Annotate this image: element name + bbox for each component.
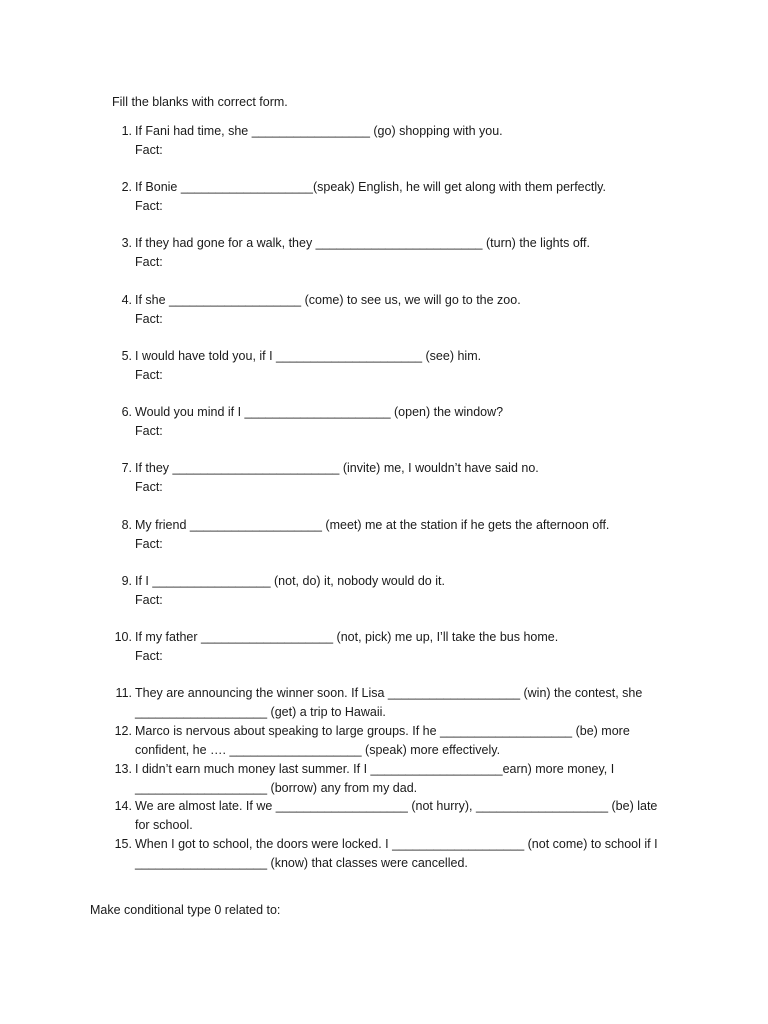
- question-text: Marco is nervous about speaking to large groups. If he ___________________ (be) more confident, he …. ___________________ (speak) more effectively.: [135, 724, 630, 757]
- question-number: 10.: [114, 630, 132, 644]
- question-number: 14.: [114, 799, 132, 813]
- question-item-7: [112, 459, 672, 497]
- fact-label: Fact:: [135, 312, 163, 326]
- question-text: I didn’t earn much money last summer. If I ___________________earn) more money, I ___________________ (borrow) any from my dad.: [135, 762, 615, 795]
- question-item-15: [112, 835, 672, 873]
- question-text: When I got to school, the doors were locked. I ___________________ (not come) to school if I ___________________ (know) that classes were cancelled.: [135, 837, 658, 870]
- question-item-8: [112, 516, 672, 554]
- question-text: If she ___________________ (come) to see us, we will go to the zoo.: [135, 293, 521, 307]
- fact-label: Fact:: [135, 649, 163, 663]
- instruction-text: Fill the blanks with correct form.: [112, 95, 288, 109]
- question-number: 15.: [114, 837, 132, 851]
- question-item-10: [112, 628, 672, 666]
- question-item-6: [112, 403, 672, 441]
- question-text: If my father ___________________ (not, pick) me up, I’ll take the bus home.: [135, 630, 559, 644]
- question-item-12: [112, 722, 672, 760]
- fact-label: Fact:: [135, 199, 163, 213]
- question-text: If Bonie ___________________(speak) English, he will get along with them perfectly.: [135, 180, 606, 194]
- question-item-13: [112, 760, 672, 798]
- question-item-5: [112, 347, 672, 385]
- question-number: 4.: [121, 293, 132, 307]
- question-text: Would you mind if I _____________________ (open) the window?: [135, 405, 504, 419]
- question-text: I would have told you, if I _____________________ (see) him.: [135, 349, 482, 363]
- fact-label: Fact:: [135, 537, 163, 551]
- question-text: We are almost late. If we ___________________ (not hurry), ___________________ (be) late for school.: [135, 799, 658, 832]
- question-number: 7.: [121, 461, 132, 475]
- fact-label: Fact:: [135, 480, 163, 494]
- question-number: 5.: [121, 349, 132, 363]
- question-text: If Fani had time, she _________________ (go) shopping with you.: [135, 124, 503, 138]
- question-item-11: [112, 684, 672, 722]
- question-number: 1.: [121, 124, 132, 138]
- question-number: 2.: [121, 180, 132, 194]
- question-number: 11.: [115, 686, 132, 700]
- question-number: 12.: [114, 724, 132, 738]
- fact-label: Fact:: [135, 255, 163, 269]
- fact-label: Fact:: [135, 424, 163, 438]
- fact-label: Fact:: [135, 368, 163, 382]
- question-item-3: [112, 234, 672, 272]
- question-number: 3.: [121, 236, 132, 250]
- question-number: 9.: [121, 574, 132, 588]
- question-item-1: [112, 122, 672, 160]
- question-number: 8.: [121, 518, 132, 532]
- question-text: My friend ___________________ (meet) me at the station if he gets the afternoon off.: [135, 518, 610, 532]
- question-text: They are announcing the winner soon. If Lisa ___________________ (win) the contest, she ___________________ (get) a trip to Hawaii.: [135, 686, 643, 719]
- question-item-4: [112, 291, 672, 329]
- question-item-9: [112, 572, 672, 610]
- fact-label: Fact:: [135, 593, 163, 607]
- question-number: 13.: [114, 762, 132, 776]
- question-item-14: [112, 797, 672, 835]
- fact-label: Fact:: [135, 143, 163, 157]
- question-text: If they had gone for a walk, they ________________________ (turn) the lights off.: [135, 236, 590, 250]
- question-text: If they ________________________ (invite) me, I wouldn’t have said no.: [135, 461, 539, 475]
- footer-instruction: Make conditional type 0 related to:: [90, 903, 281, 917]
- question-number: 6.: [121, 405, 132, 419]
- question-item-2: [112, 178, 672, 216]
- question-text: If I _________________ (not, do) it, nobody would do it.: [135, 574, 445, 588]
